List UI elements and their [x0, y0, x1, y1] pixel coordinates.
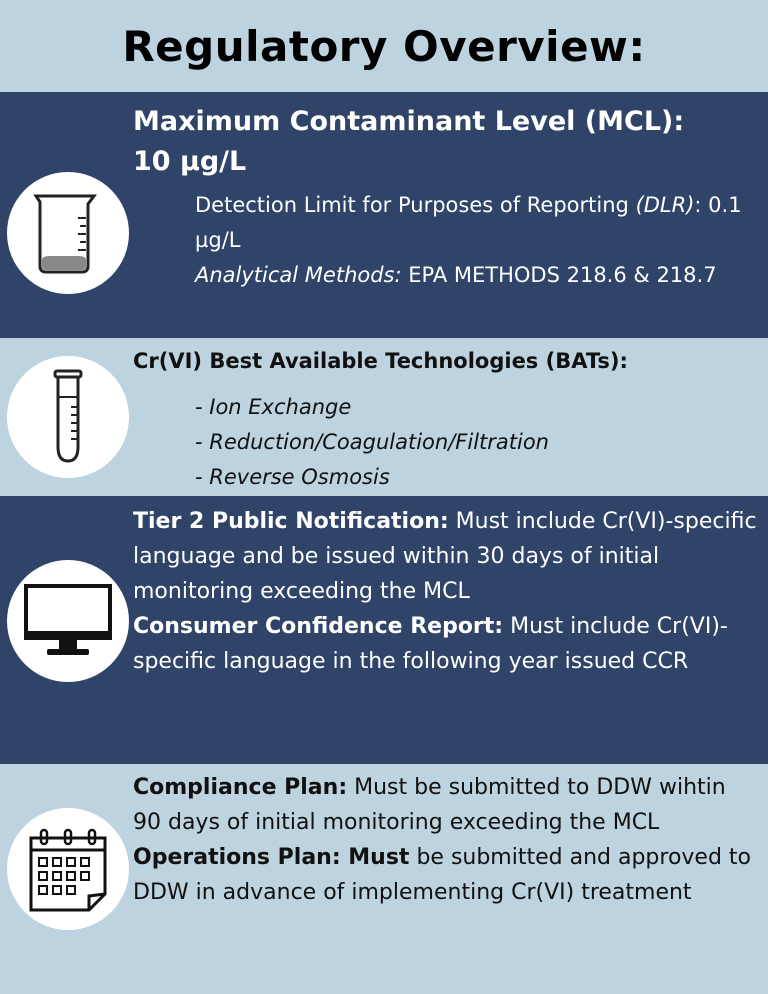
monitor-icon: [23, 581, 113, 661]
compliance-label: Compliance Plan:: [133, 775, 348, 800]
calendar-icon-circle: [7, 808, 129, 930]
bats-section: [0, 338, 768, 496]
bats-heading: Cr(VI) Best Available Technologies (BATs):: [133, 349, 628, 373]
bats-list: [133, 390, 758, 495]
ccr-text: Must include Cr(VI)-specific language in the following year issued CCR: [133, 614, 728, 674]
ccr-paragraph: [133, 609, 758, 679]
list-item: - Reduction/Coagulation/Filtration: [195, 430, 549, 454]
mcl-heading: Maximum Contaminant Level (MCL):: [133, 106, 685, 137]
tier2-paragraph: [133, 504, 758, 609]
dlr-label: Detection Limit for Purposes of Reporting: [195, 193, 629, 217]
dlr-value: : 0.1 µg/L: [195, 193, 742, 252]
page-title: Regulatory Overview:: [122, 21, 646, 71]
compliance-paragraph: [133, 770, 758, 840]
beaker-icon: [30, 188, 106, 278]
calendar-icon: [25, 824, 111, 914]
notification-section: [0, 496, 768, 764]
test-tube-icon-circle: [7, 356, 129, 478]
mcl-value: 10 µg/L: [133, 146, 247, 177]
operations-label: Operations Plan: Must: [133, 845, 410, 870]
dlr-abbrev: (DLR): [635, 193, 695, 217]
plans-section: [0, 764, 768, 994]
methods-label: Analytical Methods:: [195, 263, 402, 287]
compliance-text: Must be submitted to DDW wihtin 90 days of initial monitoring exceeding the MCL: [133, 775, 726, 835]
mcl-details: [133, 188, 758, 293]
beaker-icon-circle: [7, 172, 129, 294]
tier2-label: Tier 2 Public Notification:: [133, 509, 449, 534]
monitor-icon-circle: [7, 560, 129, 682]
operations-text: be submitted and approved to DDW in advance of implementing Cr(VI) treatment: [133, 845, 752, 905]
methods-value: EPA METHODS 218.6 & 218.7: [401, 263, 717, 287]
ccr-label: Consumer Confidence Report:: [133, 614, 504, 639]
test-tube-icon: [43, 367, 93, 467]
operations-paragraph: [133, 840, 758, 910]
tier2-text: Must include Cr(VI)-specific language and be issued within 30 days of initial monitoring exceeding the MCL: [133, 509, 757, 604]
mcl-section: [0, 92, 768, 338]
list-item: - Reverse Osmosis: [195, 465, 390, 489]
list-item: - Ion Exchange: [195, 395, 352, 419]
